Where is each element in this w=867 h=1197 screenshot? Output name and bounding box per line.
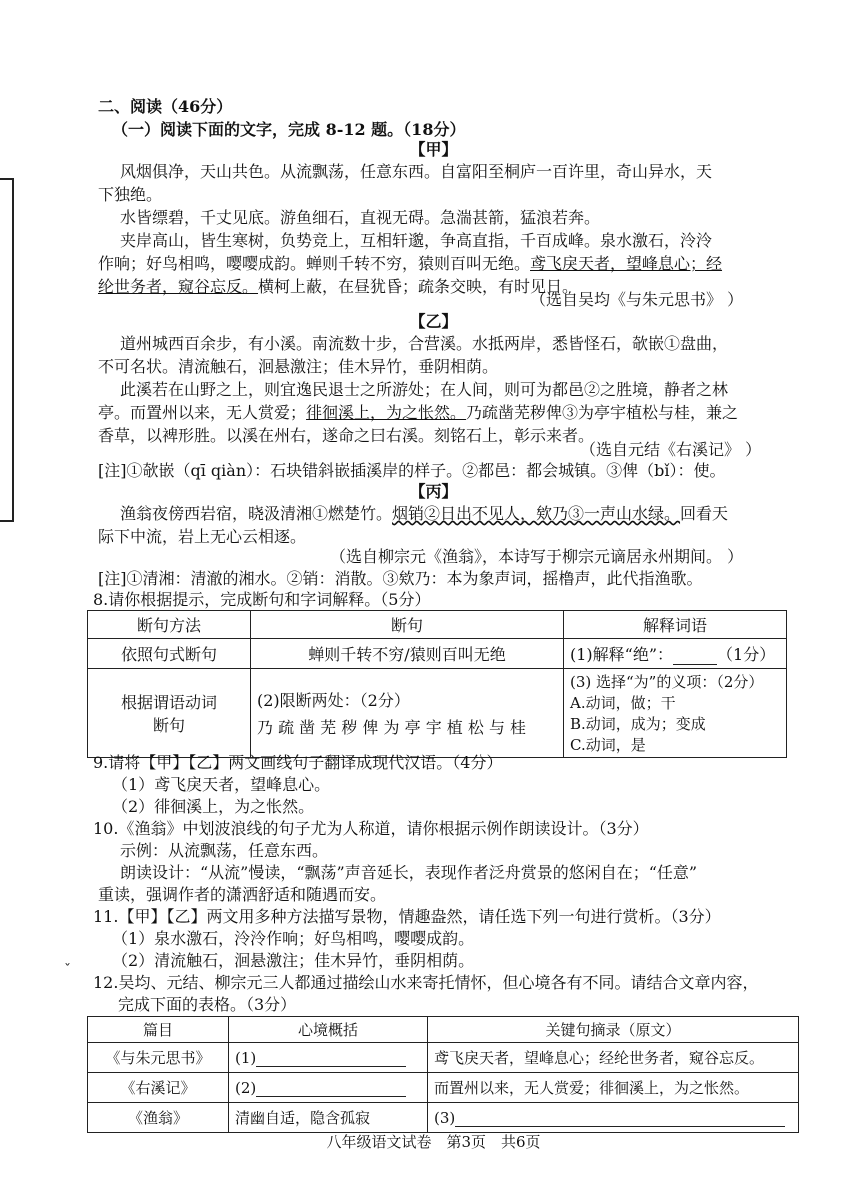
underlined-sentence: 徘徊溪上，为之怅然。 (306, 403, 467, 422)
explain-prompt: (1)解释“绝”： (570, 645, 674, 664)
question-12-stem: 完成下面的表格。（3分） (118, 995, 297, 1014)
blank-label: (3) (434, 1108, 456, 1127)
passage-jia-text: 风烟俱净，天山共色。从流飘荡，任意东西。自富阳至桐庐一百许里，奇山异水，天 (120, 162, 713, 181)
passage-yi-text: 香草，以裨形胜。以溪在州右，遂命之曰右溪。刻铭石上，彰示来者。 (98, 426, 595, 445)
table-row (88, 1103, 799, 1133)
choice-stem: (3) 选择“为”的义项：（2分） (570, 673, 764, 691)
passage-jia-text: 水皆缥碧，千丈见底。游鱼细石，直视无碍。急湍甚箭，猛浪若奔。 (120, 208, 601, 227)
margin-mark: ˇ (64, 962, 71, 978)
title-cell: 《渔翁》 (88, 1103, 229, 1133)
mood-cell (229, 1043, 428, 1073)
method-line: 根据谓语动词 (120, 693, 217, 712)
sentence-task: (2)限断两处：（2分） (257, 691, 410, 710)
passage-yi-text (98, 403, 738, 423)
question-12-table (87, 1016, 799, 1133)
passage-yi-text: 道州城西百余步，有小溪。南流数十步，合营溪。水抵两岸，悉皆怪石，欹嵌①盘曲， (120, 334, 729, 353)
explain-cell (564, 639, 787, 669)
sentence-cell: 蝉则千转不穷/猿则百叫无绝 (251, 639, 564, 669)
wavy-underlined-sentence: 烟销②日出不见人，欸乃③一声山水绿。 (392, 504, 681, 523)
table-row (88, 1073, 799, 1103)
underlined-sentence: 鸢飞戾天者，望峰息心；经 (530, 254, 723, 273)
answer-blank[interactable] (256, 1082, 406, 1097)
passage-bing-note: [注]①清湘：清澈的湘水。②销：消散。③欸乃：本为象声词，摇橹声，此代指渔歌。 (98, 569, 703, 588)
table-header-cell: 解释词语 (564, 611, 787, 639)
table-header-row (88, 1017, 799, 1043)
title-cell: 《与朱元思书》 (88, 1043, 229, 1073)
passage-jia-text: 下独绝。 (98, 185, 163, 204)
choice-option[interactable]: C.动词，是 (570, 736, 646, 754)
quote-cell (428, 1103, 799, 1133)
table-header-row (88, 611, 787, 639)
question-item: （2）清流触石，洄悬激注；佳木异竹，垂阴相荫。 (112, 951, 475, 970)
sub-section-title: （一）阅读下面的文字，完成 8-12 题。（18分） (112, 120, 466, 139)
passage-bing-text (120, 504, 728, 524)
title-cell: 《右溪记》 (88, 1073, 229, 1103)
mood-cell: 清幽自适，隐含孤寂 (229, 1103, 428, 1133)
passage-jia-heading: 【甲】 (409, 140, 458, 159)
question-9-stem: 9.请将【甲】【乙】两文画线句子翻译成现代汉语。（4分） (93, 753, 503, 772)
explain-score: （1分） (717, 645, 776, 664)
question-11-stem: 11.【甲】【乙】两文用多种方法描写景物，情趣盎然，请任选下列一句进行赏析。（3分） (93, 907, 721, 926)
choice-option[interactable]: A.动词，做；干 (570, 694, 676, 712)
table-row (88, 669, 787, 758)
table-row (88, 639, 787, 669)
passage-jia-text: 夹岸高山，皆生寒树，负势竞上，互相轩邈，争高直指，千百成峰。泉水激石，泠泠 (120, 231, 713, 250)
method-cell: 依照句式断句 (88, 639, 251, 669)
table-row (88, 1043, 799, 1073)
question-12-stem: 12.吴均、元结、柳宗元三人都通过描绘山水来寄托情怀，但心境各有不同。请结合文章内容， (93, 973, 759, 992)
blank-label: (1) (235, 1048, 257, 1067)
passage-jia-plain: 作响；好鸟相鸣，嘤嘤成韵。蝉则千转不穷，猿则百叫无绝。 (98, 254, 531, 273)
question-item: （2）徘徊溪上，为之怅然。 (112, 797, 315, 816)
sentence-cell (251, 669, 564, 758)
choice-cell (564, 669, 787, 758)
question-10-example: 示例：从流飘荡，任意东西。 (120, 841, 329, 860)
method-line: 断句 (152, 716, 185, 735)
question-10-stem: 10.《渔翁》中划波浪线的句子尤为人称道，请你根据示例作朗读设计。（3分） (93, 819, 649, 838)
question-8-stem: 8.请你根据提示，完成断句和字词解释。（5分） (93, 590, 431, 609)
table-header-cell: 断句方法 (88, 611, 251, 639)
passage-yi-plain: 亭。而置州以来，无人赏爱； (98, 403, 307, 422)
table-header-cell: 断句 (251, 611, 564, 639)
sentence-to-split: 乃 疏 凿 芜 秽 俾 为 亭 宇 植 松 与 桂 (257, 718, 527, 737)
binding-margin-bracket (0, 178, 14, 522)
mood-cell (229, 1073, 428, 1103)
section-title: 二、阅读（46分） (98, 97, 233, 116)
question-10-design: 朗读设计：“从流”慢读，“飘荡”声音延长，表现作者泛舟赏景的悠闲自在；“任意” (120, 863, 698, 882)
passage-yi-heading: 【乙】 (409, 312, 458, 331)
table-header-cell: 心境概括 (229, 1017, 428, 1043)
table-header-cell: 篇目 (88, 1017, 229, 1043)
method-cell (88, 669, 251, 758)
underlined-sentence: 纶世务者，窥谷忘反。 (98, 277, 259, 296)
quote-cell: 而置州以来，无人赏爱；徘徊溪上，为之怅然。 (428, 1073, 799, 1103)
blank-label: (2) (235, 1078, 257, 1097)
question-10-design: 重读，强调作者的潇洒舒适和随遇而安。 (98, 885, 387, 904)
quote-cell: 鸢飞戾天者，望峰息心；经纶世务者，窥谷忘反。 (428, 1043, 799, 1073)
answer-blank[interactable] (455, 1112, 785, 1127)
passage-bing-text: 际下中流，岩上无心云相逐。 (98, 527, 307, 546)
passage-bing-heading: 【丙】 (409, 482, 458, 501)
passage-yi-source: （选自元结《右溪记》 ） (580, 440, 762, 459)
answer-blank[interactable] (673, 650, 717, 665)
question-item: （1）鸢飞戾天者，望峰息心。 (112, 775, 331, 794)
table-header-cell: 关键句摘录（原文） (428, 1017, 799, 1043)
question-item: （1）泉水激石，泠泠作响；好鸟相鸣，嘤嘤成韵。 (112, 929, 475, 948)
page-footer: 八年级语文试卷 第3页 共6页 (326, 1133, 541, 1151)
passage-jia-source: （选自吴均《与朱元思书》 ） (530, 290, 744, 309)
choice-option[interactable]: B.动词，成为；变成 (570, 715, 706, 733)
passage-yi-note: [注]①欹嵌（qī qiàn）：石块错斜嵌插溪岸的样子。②都邑：都会城镇。③俾（bǐ）：使。 (98, 461, 726, 480)
answer-blank[interactable] (256, 1052, 406, 1067)
passage-jia-text (98, 254, 722, 274)
passage-yi-text: 不可名状。清流触石，洄悬激注；佳木异竹，垂阴相荫。 (98, 357, 499, 376)
question-8-table (87, 610, 787, 758)
passage-jia-text (98, 277, 578, 297)
passage-yi-text: 此溪若在山野之上，则宜逸民退士之所游处；在人间，则可为都邑②之胜境，静者之林 (120, 380, 729, 399)
passage-jia-plain: 横柯上蔽，在昼犹昏；疏条交映，有时见日。 (258, 277, 579, 296)
passage-yi-plain: 乃疏凿芜秽俾③为亭宇植松与桂，兼之 (466, 403, 739, 422)
passage-bing-source: （选自柳宗元《渔翁》，本诗写于柳宗元谪居永州期间。 ） (330, 547, 744, 566)
passage-bing-plain: 渔翁夜傍西岩宿，晓汲清湘①燃楚竹。 (120, 504, 393, 523)
passage-bing-plain: 回看天 (680, 504, 729, 523)
